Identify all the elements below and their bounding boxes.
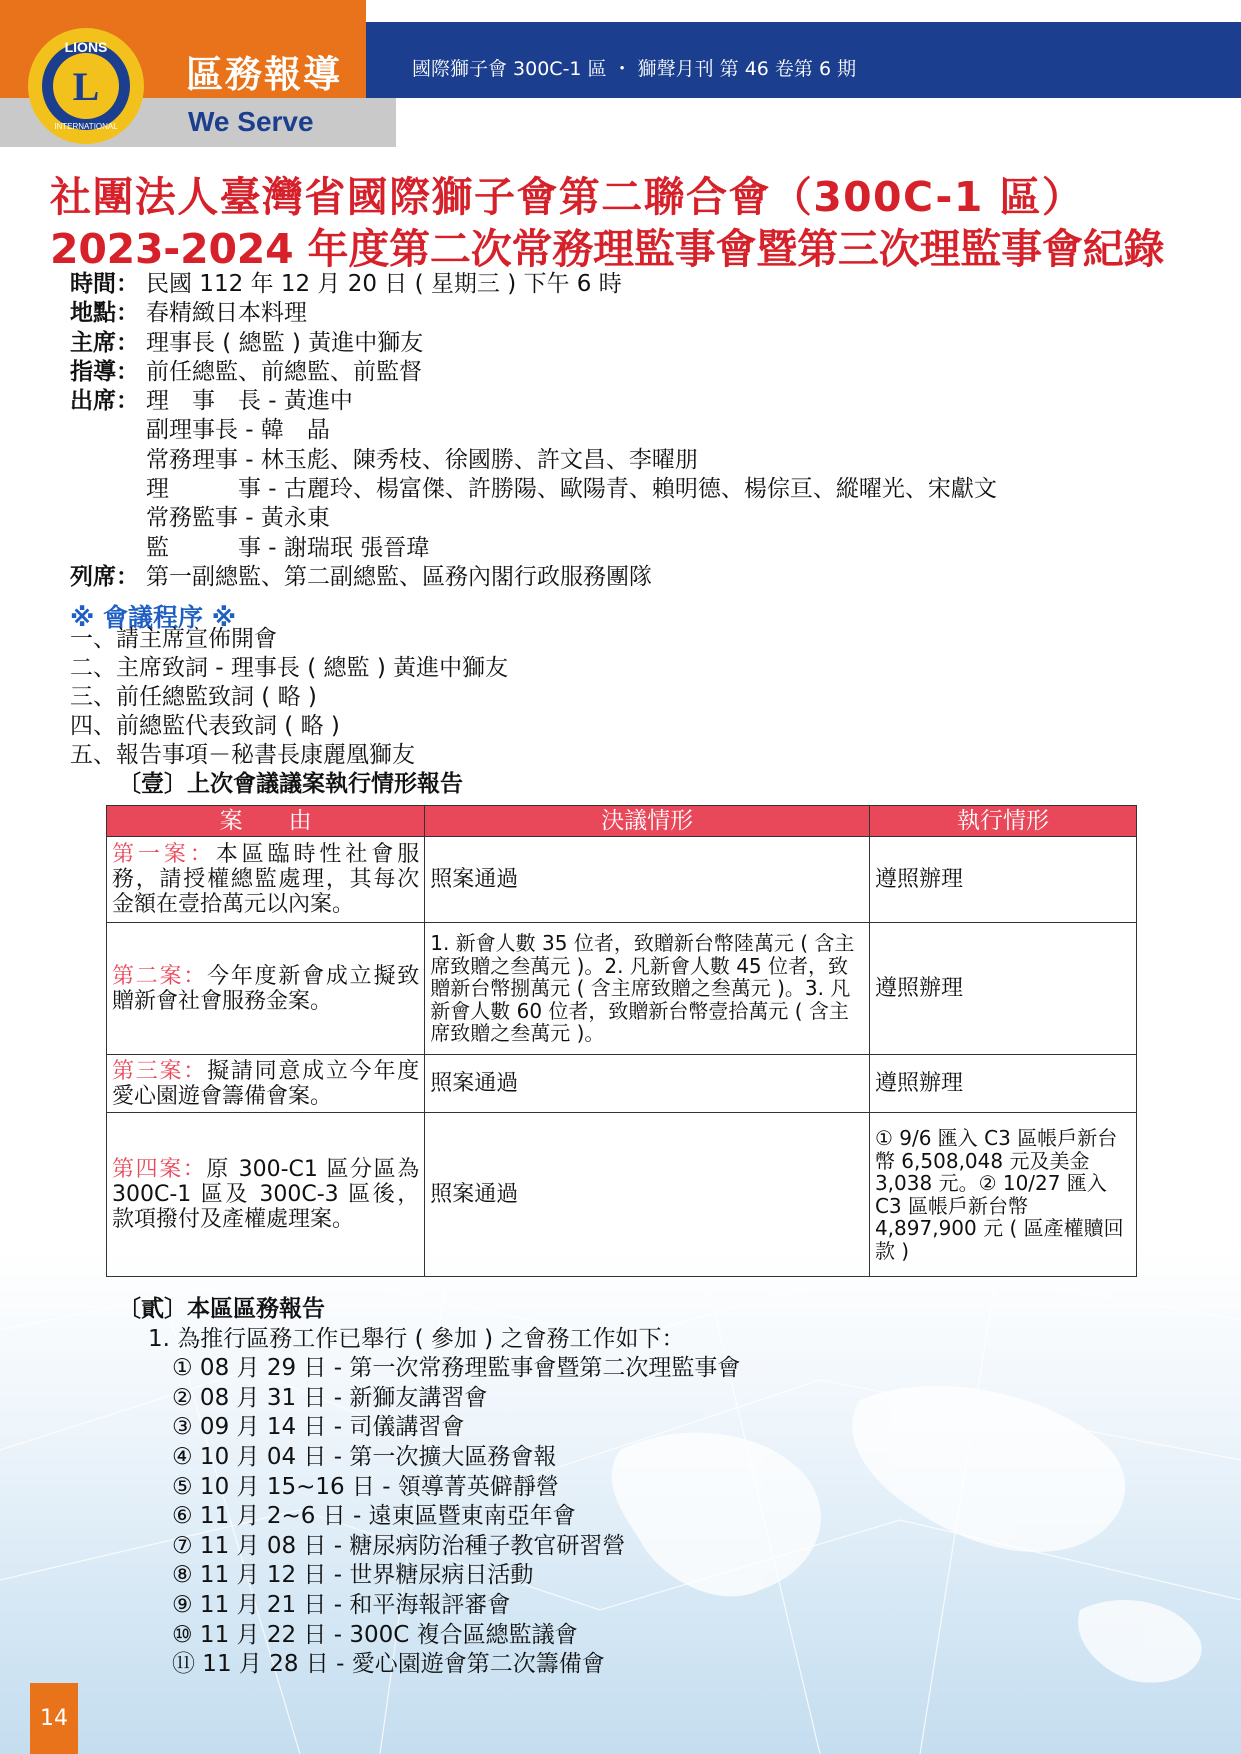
case-desc: 擬請同意成立今年度愛心園遊會籌備會案。: [112, 1058, 420, 1109]
col-header-resolution: 決議情形: [425, 806, 870, 837]
page-number: 14: [40, 1706, 68, 1731]
chair-key: 主席：: [70, 329, 139, 356]
agenda-heading: ※ 會議程序 ※: [70, 603, 237, 632]
case-label: 第一案：: [112, 842, 216, 867]
district-report: [118, 1295, 740, 1680]
list-item: ⑪ 11 月 28 日 - 愛心園遊會第二次籌備會: [172, 1651, 605, 1678]
case-desc: 原 300-C1 區分區為 300C-1 區及 300C-3 區後，款項撥付及產權處理案。: [112, 1157, 420, 1232]
attend-line: 副理事長 - 韓 晶: [146, 417, 330, 444]
case-label: 第二案：: [112, 963, 208, 989]
list-item: ⑧ 11 月 12 日 - 世界糖尿病日活動: [172, 1562, 534, 1589]
resolution-cell: 照案通過: [425, 837, 870, 923]
attend-line: 監 事 - 謝瑞珉 張晉瑋: [146, 534, 430, 561]
lions-logo: [26, 26, 146, 146]
section2-intro: 1. 為推行區務工作已舉行 ( 參加 ) 之會務工作如下：: [148, 1325, 685, 1352]
list-item: ⑥ 11 月 2~6 日 - 遠東區暨東南亞年會: [172, 1503, 576, 1530]
observe-value: 第一副總監、第二副總監、區務內閣行政服務團隊: [146, 563, 652, 590]
place-key: 地點：: [70, 300, 139, 327]
resolution-cell: 照案通過: [425, 1113, 870, 1277]
case-label: 第四案：: [112, 1157, 207, 1182]
list-item: ① 08 月 29 日 - 第一次常務理監事會暨第二次理監事會: [172, 1355, 741, 1382]
col-header-execution: 執行情形: [869, 806, 1136, 837]
list-item: ② 08 月 31 日 - 新獅友講習會: [172, 1384, 488, 1411]
page-title-line2: 2023-2024 年度第二次常務理監事會暨第三次理監事會紀錄: [50, 225, 1165, 273]
table-row: [107, 1055, 1137, 1113]
attend-key: 出席：: [70, 388, 139, 415]
agenda-item: 三、前任總監致詞 ( 略 ): [70, 684, 317, 710]
table-row: [107, 837, 1137, 923]
case-desc: 今年度新會成立擬致贈新會社會服務金案。: [112, 963, 420, 1014]
attend-line: 常務監事 - 黃永東: [146, 505, 330, 532]
case-cell: [107, 837, 425, 923]
list-item: ④ 10 月 04 日 - 第一次擴大區務會報: [172, 1443, 557, 1470]
resolution-cell: 1. 新會人數 35 位者，致贈新台幣陸萬元 ( 含主席致贈之叁萬元 )。2. 凡新會人數 45 位者，致贈新台幣捌萬元 ( 含主席致贈之叁萬元 )。3. 凡新會人數 60 位者，致贈新台幣壹拾萬元 ( 含主席致贈之叁萬元 )。: [425, 923, 870, 1055]
agenda-item: 四、前總監代表致詞 ( 略 ): [70, 713, 340, 739]
guide-key: 指導：: [70, 358, 139, 385]
list-item: ⑨ 11 月 21 日 - 和平海報評審會: [172, 1591, 511, 1618]
col-header-case: 案 由: [107, 806, 425, 837]
guide-value: 前任總監、前總監、前監督: [146, 358, 422, 385]
list-item: ③ 09 月 14 日 - 司儀講習會: [172, 1414, 465, 1441]
list-item: ⑤ 10 月 15~16 日 - 領導菁英僻靜營: [172, 1473, 559, 1500]
time-key: 時間：: [70, 271, 139, 297]
agenda-item: 二、主席致詞 - 理事長 ( 總監 ) 黃進中獅友: [70, 655, 509, 681]
case-cell: [107, 1113, 425, 1277]
header-top-strip: [366, 0, 1241, 22]
case-label: 第三案：: [112, 1058, 208, 1084]
agenda-item: 五、報告事項－秘書長康麗凰獅友: [70, 742, 415, 768]
section2-heading: 〔貳〕本區區務報告: [118, 1296, 325, 1322]
attend-line: 常務理事 - 林玉彪、陳秀枝、徐國勝、許文昌、李曜朋: [146, 446, 698, 473]
table-row: [107, 923, 1137, 1055]
list-item: ⑦ 11 月 08 日 - 糖尿病防治種子教官研習營: [172, 1532, 626, 1559]
execution-cell: ① 9/6 匯入 C3 區帳戶新台幣 6,508,048 元及美金 3,038 元。② 10/27 匯入 C3 區帳戶新台幣 4,897,900 元 ( 區產權贖回款 ): [869, 1113, 1136, 1277]
execution-cell: 遵照辦理: [869, 1055, 1136, 1113]
resolution-cell: 照案通過: [425, 1055, 870, 1113]
chair-value: 理事長 ( 總監 ) 黃進中獅友: [146, 329, 424, 356]
place-value: 春精緻日本料理: [146, 300, 307, 327]
page-title-line1: 社團法人臺灣省國際獅子會第二聯合會（300C-1 區）: [50, 173, 1085, 221]
report-table: [106, 805, 1137, 1277]
attend-line: 理 事 長 - 黃進中: [146, 388, 353, 415]
meeting-info: [70, 270, 997, 592]
time-value: 民國 112 年 12 月 20 日 ( 星期三 ) 下午 6 時: [146, 271, 622, 297]
case-cell: [107, 1055, 425, 1113]
table-row: [107, 1113, 1137, 1277]
logo-bottom-text: INTERNATIONAL: [54, 122, 118, 131]
logo-top-text: LIONS: [64, 39, 108, 55]
agenda-item: 一、請主席宣佈開會: [70, 626, 277, 652]
case-desc: 本區臨時性社會服務，請授權總監處理，其每次金額在壹拾萬元以內案。: [112, 842, 420, 917]
agenda-list: [70, 625, 508, 799]
attend-line: 理 事 - 古麗玲、楊富傑、許勝陽、歐陽青、賴明德、楊倧亘、縱曜光、宋獻文: [146, 476, 997, 503]
execution-cell: 遵照辦理: [869, 923, 1136, 1055]
section1-heading: 〔壹〕上次會議議案執行情形報告: [118, 771, 463, 797]
list-item: ⑩ 11 月 22 日 - 300C 複合區總監議會: [172, 1621, 578, 1648]
logo-letter: L: [72, 64, 100, 109]
observe-key: 列席：: [70, 563, 139, 590]
execution-cell: 遵照辦理: [869, 837, 1136, 923]
table-header-row: [107, 806, 1137, 837]
case-cell: [107, 923, 425, 1055]
issue-label: 國際獅子會 300C-1 區 ・ 獅聲月刊 第 46 卷第 6 期: [412, 58, 857, 80]
section-title: 區務報導: [186, 53, 342, 96]
motto: We Serve: [188, 106, 314, 137]
